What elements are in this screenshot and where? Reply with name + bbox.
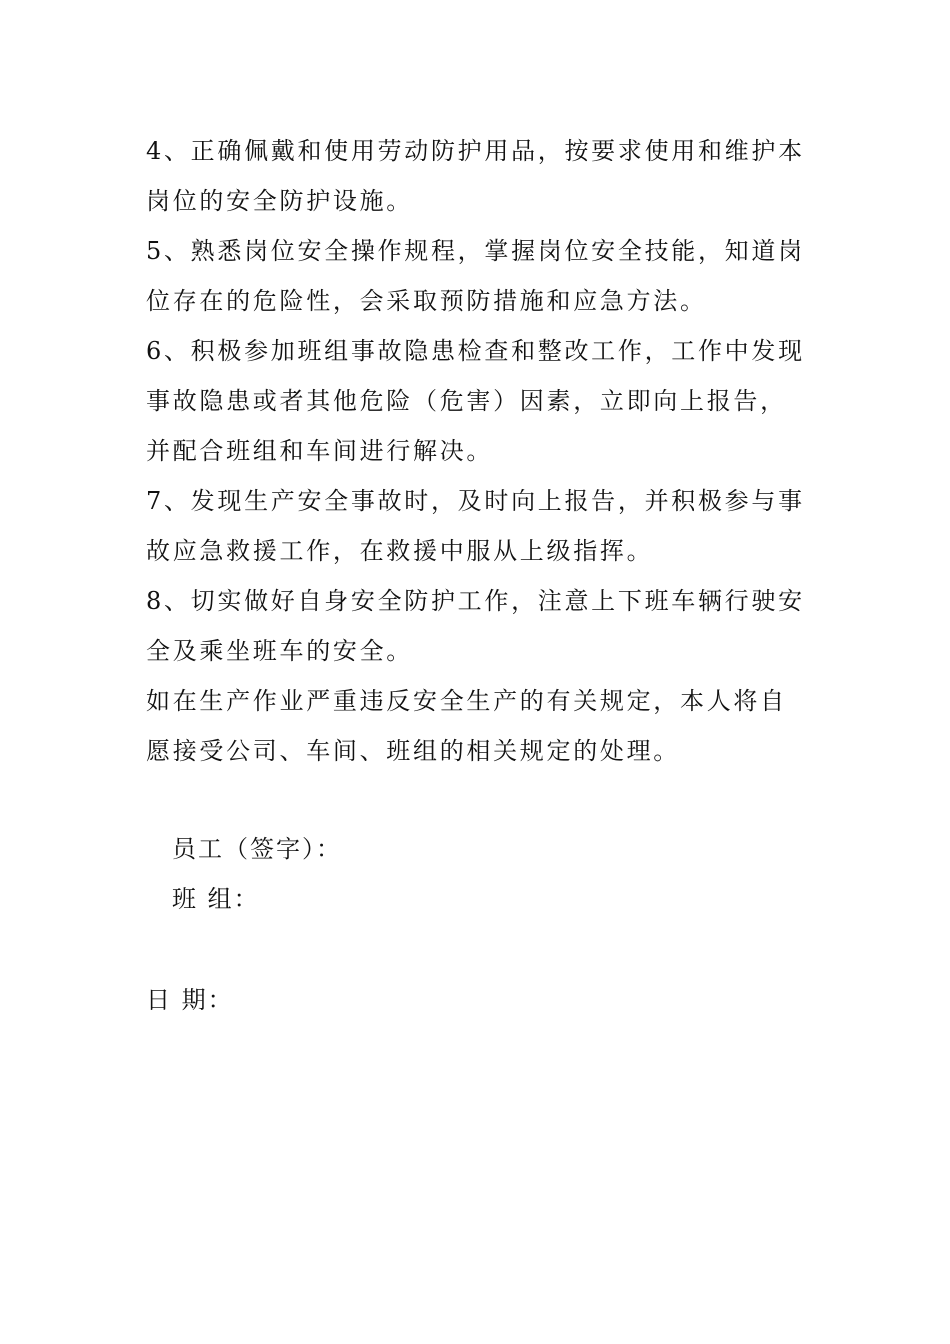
employee-signature-label: 员工（签字）： <box>172 835 342 863</box>
closing-statement: 如在生产作业严重违反安全生产的有关规定，本人将自愿接受公司、车间、班组的相关规定的处理。 <box>146 687 787 765</box>
clause-4: 4、正确佩戴和使用劳动防护用品，按要求使用和维护本岗位的安全防护设施。 <box>146 137 805 215</box>
clause-5: 5、熟悉岗位安全操作规程，掌握岗位安全技能，知道岗位存在的危险性，会采取预防措施和应急方法。 <box>146 237 805 315</box>
team-label: 班 组： <box>172 885 260 913</box>
clause-6: 6、积极参加班组事故隐患检查和整改工作，工作中发现事故隐患或者其他危险（危害）因素，立即向上报告，并配合班组和车间进行解决。 <box>146 337 805 465</box>
clause-8: 8、切实做好自身安全防护工作，注意上下班车辆行驶安全及乘坐班车的安全。 <box>146 587 805 665</box>
date-label: 日 期： <box>146 986 234 1014</box>
clause-7: 7、发现生产安全事故时，及时向上报告，并积极参与事故应急救援工作，在救援中服从上级指挥。 <box>146 487 805 565</box>
